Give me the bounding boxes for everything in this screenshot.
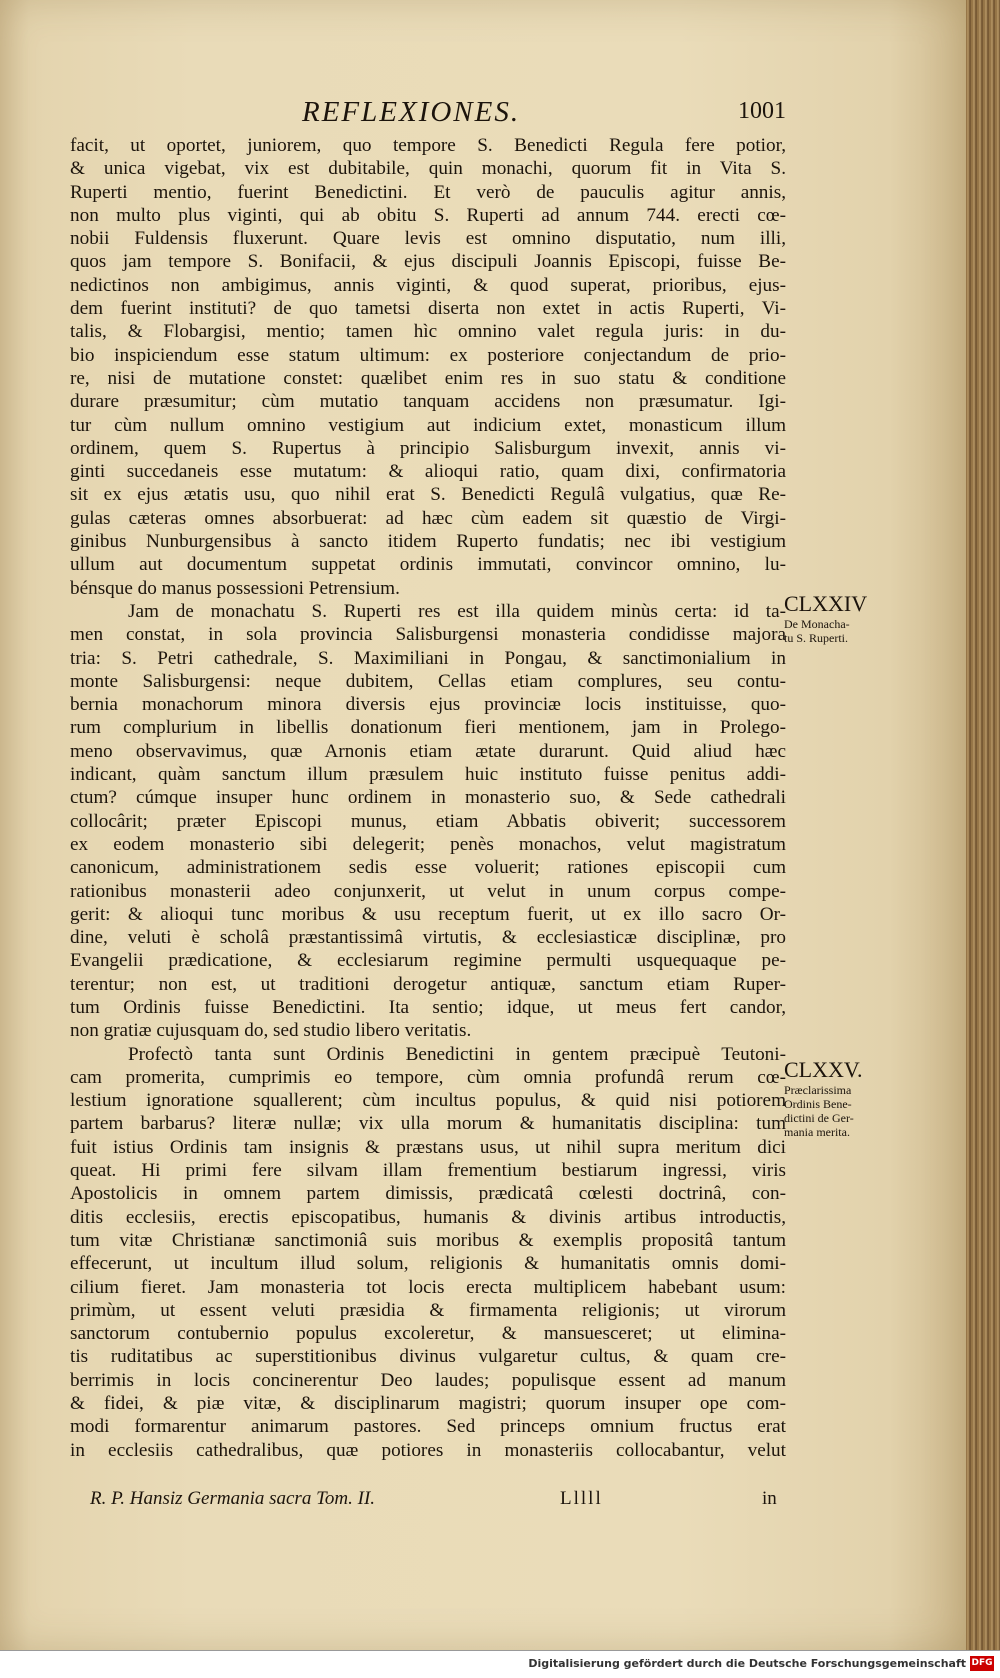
signature-title: R. P. Hansiz Germania sacra Tom. II.	[90, 1488, 376, 1509]
text-line: dine, veluti è scholâ præstantissimâ virtutis, & ecclesiasticæ disciplinæ, pro	[70, 927, 786, 949]
page-number: 1001	[738, 98, 786, 124]
dfg-logo-icon: DFG	[970, 1656, 994, 1671]
margin-note-clxxv	[784, 1057, 894, 1139]
margin-note-text: tu S. Ruperti.	[784, 631, 849, 645]
text-line: tum vitæ Christianæ sanctimoniâ suis moribus & exemplis propositâ tantum	[70, 1229, 786, 1251]
margin-note-number: CLXXIV	[784, 591, 868, 616]
text-line: Apostolicis in omnem partem dimissis, prædicatâ cœlesti doctrinâ, con-	[70, 1183, 786, 1205]
text-line: cilium fieret. Jam monasteria tot locis erecta multiplicem habebant usum:	[70, 1276, 786, 1298]
text-line: dem fuerint instituti? de quo tametsi diserta non extet in actis Ruperti, Vi-	[70, 298, 786, 320]
text-line: sanctorum contubernio populus excoleretur, & mansuesceret; ut elimina-	[70, 1323, 786, 1345]
footer-credit: Digitalisierung gefördert durch die Deutsche Forschungsgemeinschaft	[528, 1657, 966, 1670]
text-line: tis ruditatibus ac superstitionibus divinus vulgaretur cultus, & quam cre-	[70, 1346, 786, 1368]
page-edge	[966, 0, 1000, 1650]
paragraph-start-line: Jam de monachatu S. Ruperti res est illa quidem minùs certa: id ta-	[128, 600, 786, 622]
text-line: gulas cæteras omnes absorbuerat: ad hæc cùm eadem sit quæstio de Virgi-	[70, 507, 786, 529]
text-line: monte Salisburgensi: neque dubitem, Cellas etiam complures, seu contu-	[70, 670, 786, 692]
body-text	[70, 134, 786, 1462]
text-line: in ecclesiis cathedralibus, quæ potiores in monasteriis collocabantur, velut	[70, 1439, 786, 1461]
text-line: non gratiæ cujusquam do, sed studio libero veritatis.	[70, 1020, 472, 1042]
running-title: REFLEXIONES.	[302, 96, 521, 128]
text-line: ginti succedaneis esse mutatum: & alioqui ratio, quam dixi, confirmatoria	[70, 461, 786, 483]
text-line: partem barbarus? literæ nullæ; vix ulla morum & humanitatis disciplina: tum	[70, 1113, 786, 1135]
text-line: rationibus monasterii adeo conjunxerit, ut velut in unum corpus compe-	[70, 880, 786, 902]
text-line: indicant, quàm sanctum illum præsulem huic instituto fuisse penitus addi-	[70, 764, 786, 786]
text-line: ditis ecclesiis, erectis episcopatibus, humanis & divinis artibus introductis,	[70, 1206, 786, 1228]
signature-line	[90, 1488, 790, 1516]
text-line: nobii Fuldensis fluxerunt. Quare levis est omnino disputatio, num illi,	[70, 228, 786, 250]
text-line: lestium ignoratione squallerent; cùm incultus populus, & quid nisi potiorem	[70, 1090, 786, 1112]
text-line: tur cùm nullum omnino vestigium aut indicium extet, monasticum illum	[70, 414, 786, 436]
text-line: gerit: & alioqui tunc moribus & usu receptum fuerit, ut ex illo sacro Or-	[70, 903, 786, 925]
paragraph-start-line: Profectò tanta sunt Ordinis Benedictini in gentem præcipuè Teutoni-	[128, 1043, 786, 1065]
text-line: collocârit; præter Episcopi munus, etiam Abbatis obiverit; successorem	[70, 810, 786, 832]
margin-note-text: Ordinis Bene-	[784, 1097, 852, 1111]
signature-mark: Lllll	[560, 1488, 603, 1509]
margin-note-number: CLXXV.	[784, 1057, 863, 1082]
text-line: fuit istius Ordinis tam insignis & præstans usus, ut nihil supra meritum dici	[70, 1136, 786, 1158]
text-line: berrimis in locis concinerentur Deo laudes; populisque essent ad manum	[70, 1369, 786, 1391]
text-line: primùm, ut essent veluti præsidia & firmamenta religionis; ut virorum	[70, 1299, 786, 1321]
text-line: tum Ordinis fuisse Benedictini. Ita sentio; idque, ut meus fert candor,	[70, 996, 786, 1018]
text-line: ctum? cúmque insuper hunc ordinem in monasterio suo, & Sede cathedrali	[70, 787, 786, 809]
text-line: ullum aut documentum suppetat ordinis immutati, convincor omnino, lu-	[70, 554, 786, 576]
catchword: in	[762, 1488, 777, 1509]
margin-note-text: dictini de Ger-	[784, 1111, 854, 1125]
text-line: facit, ut oportet, juniorem, quo tempore S. Benedicti Regula fere potior,	[70, 135, 786, 156]
text-line: nedictinos non ambigimus, annis viginti, & quod superat, prioribus, ejus-	[70, 274, 786, 296]
text-line: & unica vigebat, vix est dubitabile, quin monachi, quorum fit in Vita S.	[70, 158, 786, 180]
text-line: bénsque do manus possessioni Petrensium.	[70, 577, 400, 599]
text-line: meno observavimus, quæ Arnonis etiam ætate durarunt. Quid aliud hæc	[70, 740, 786, 762]
text-line: cam promerita, cumprimis eo tempore, cùm omnia profundâ rerum cœ-	[70, 1066, 786, 1088]
text-line: re, nisi de mutatione constet: quælibet enim res in suo statu & conditione	[70, 367, 786, 389]
text-line: bernia monachorum minora diversis ejus provinciæ locis instituisse, quo-	[70, 694, 786, 716]
text-line: durare præsumitur; cùm mutatio tanquam accidens non præsumatur. Igi-	[70, 391, 786, 413]
text-line: ex eodem monasterio sibi delegerit; penès monachos, velut magistratum	[70, 833, 786, 855]
text-line: non multo plus viginti, qui ab obitu S. Ruperti ad annum 744. erecti cœ-	[70, 204, 786, 226]
margin-note-text: De Monacha-	[784, 617, 850, 631]
text-line: Evangelii prædicatione, & ecclesiarum regimine permulti usquequaque pe-	[70, 950, 786, 972]
text-line: modi formarentur animarum pastores. Sed princeps omnium fructus erat	[70, 1416, 786, 1438]
margin-note-clxxiv	[784, 591, 894, 645]
margin-note-text: mania merita.	[784, 1125, 850, 1139]
text-line: effecerunt, ut incultum illud solum, religionis & humanitatis omnis domi-	[70, 1253, 786, 1275]
text-line: terentur; non est, ut traditioni derogetur antiquæ, sanctum etiam Ruper-	[70, 973, 786, 995]
text-line: ordinem, quem S. Rupertus à principio Salisburgum invexit, annis vi-	[70, 437, 786, 459]
text-line: sit ex ejus ætatis usu, quo nihil erat S. Benedicti Regulâ vulgatius, quæ Re-	[70, 484, 786, 506]
text-line: men constat, in sola provincia Salisburgensi monasteria condidisse majora	[70, 624, 786, 646]
text-line: quos jam tempore S. Bonifacii, & ejus discipuli Joannis Episcopi, fuisse Be-	[70, 251, 786, 273]
text-line: queat. Hi primi fere silvam illam frementium bestiarum ingressi, viris	[70, 1160, 786, 1182]
text-line: Ruperti mentio, fuerint Benedictini. Et verò de pauculis agitur annis,	[70, 181, 786, 203]
text-line: rum complurium in libellis donationum fieri mentionem, jam in Prolego-	[70, 717, 786, 739]
text-line: canonicum, administrationem sedis esse voluerit; rationes episcopii cum	[70, 857, 786, 879]
text-line: talis, & Flobargisi, mentio; tamen hìc omnino valet regula juris: in du-	[70, 321, 786, 343]
margin-note-text: Præclarissima	[784, 1083, 852, 1097]
text-line: bio inspiciendum esse statum ultimum: ex posteriore conjectandum de prio-	[70, 344, 786, 366]
text-line: & fidei, & piæ vitæ, & disciplinarum magistri; quorum insuper ope com-	[70, 1393, 786, 1415]
digitization-footer	[0, 1650, 1000, 1678]
text-line: ginibus Nunburgensibus à sancto itidem Ruperto fundatis; nec ibi vestigium	[70, 531, 786, 553]
page-header	[66, 96, 786, 130]
text-line: tria: S. Petri cathedrale, S. Maximiliani in Pongau, & sanctimonialium in	[70, 647, 786, 669]
